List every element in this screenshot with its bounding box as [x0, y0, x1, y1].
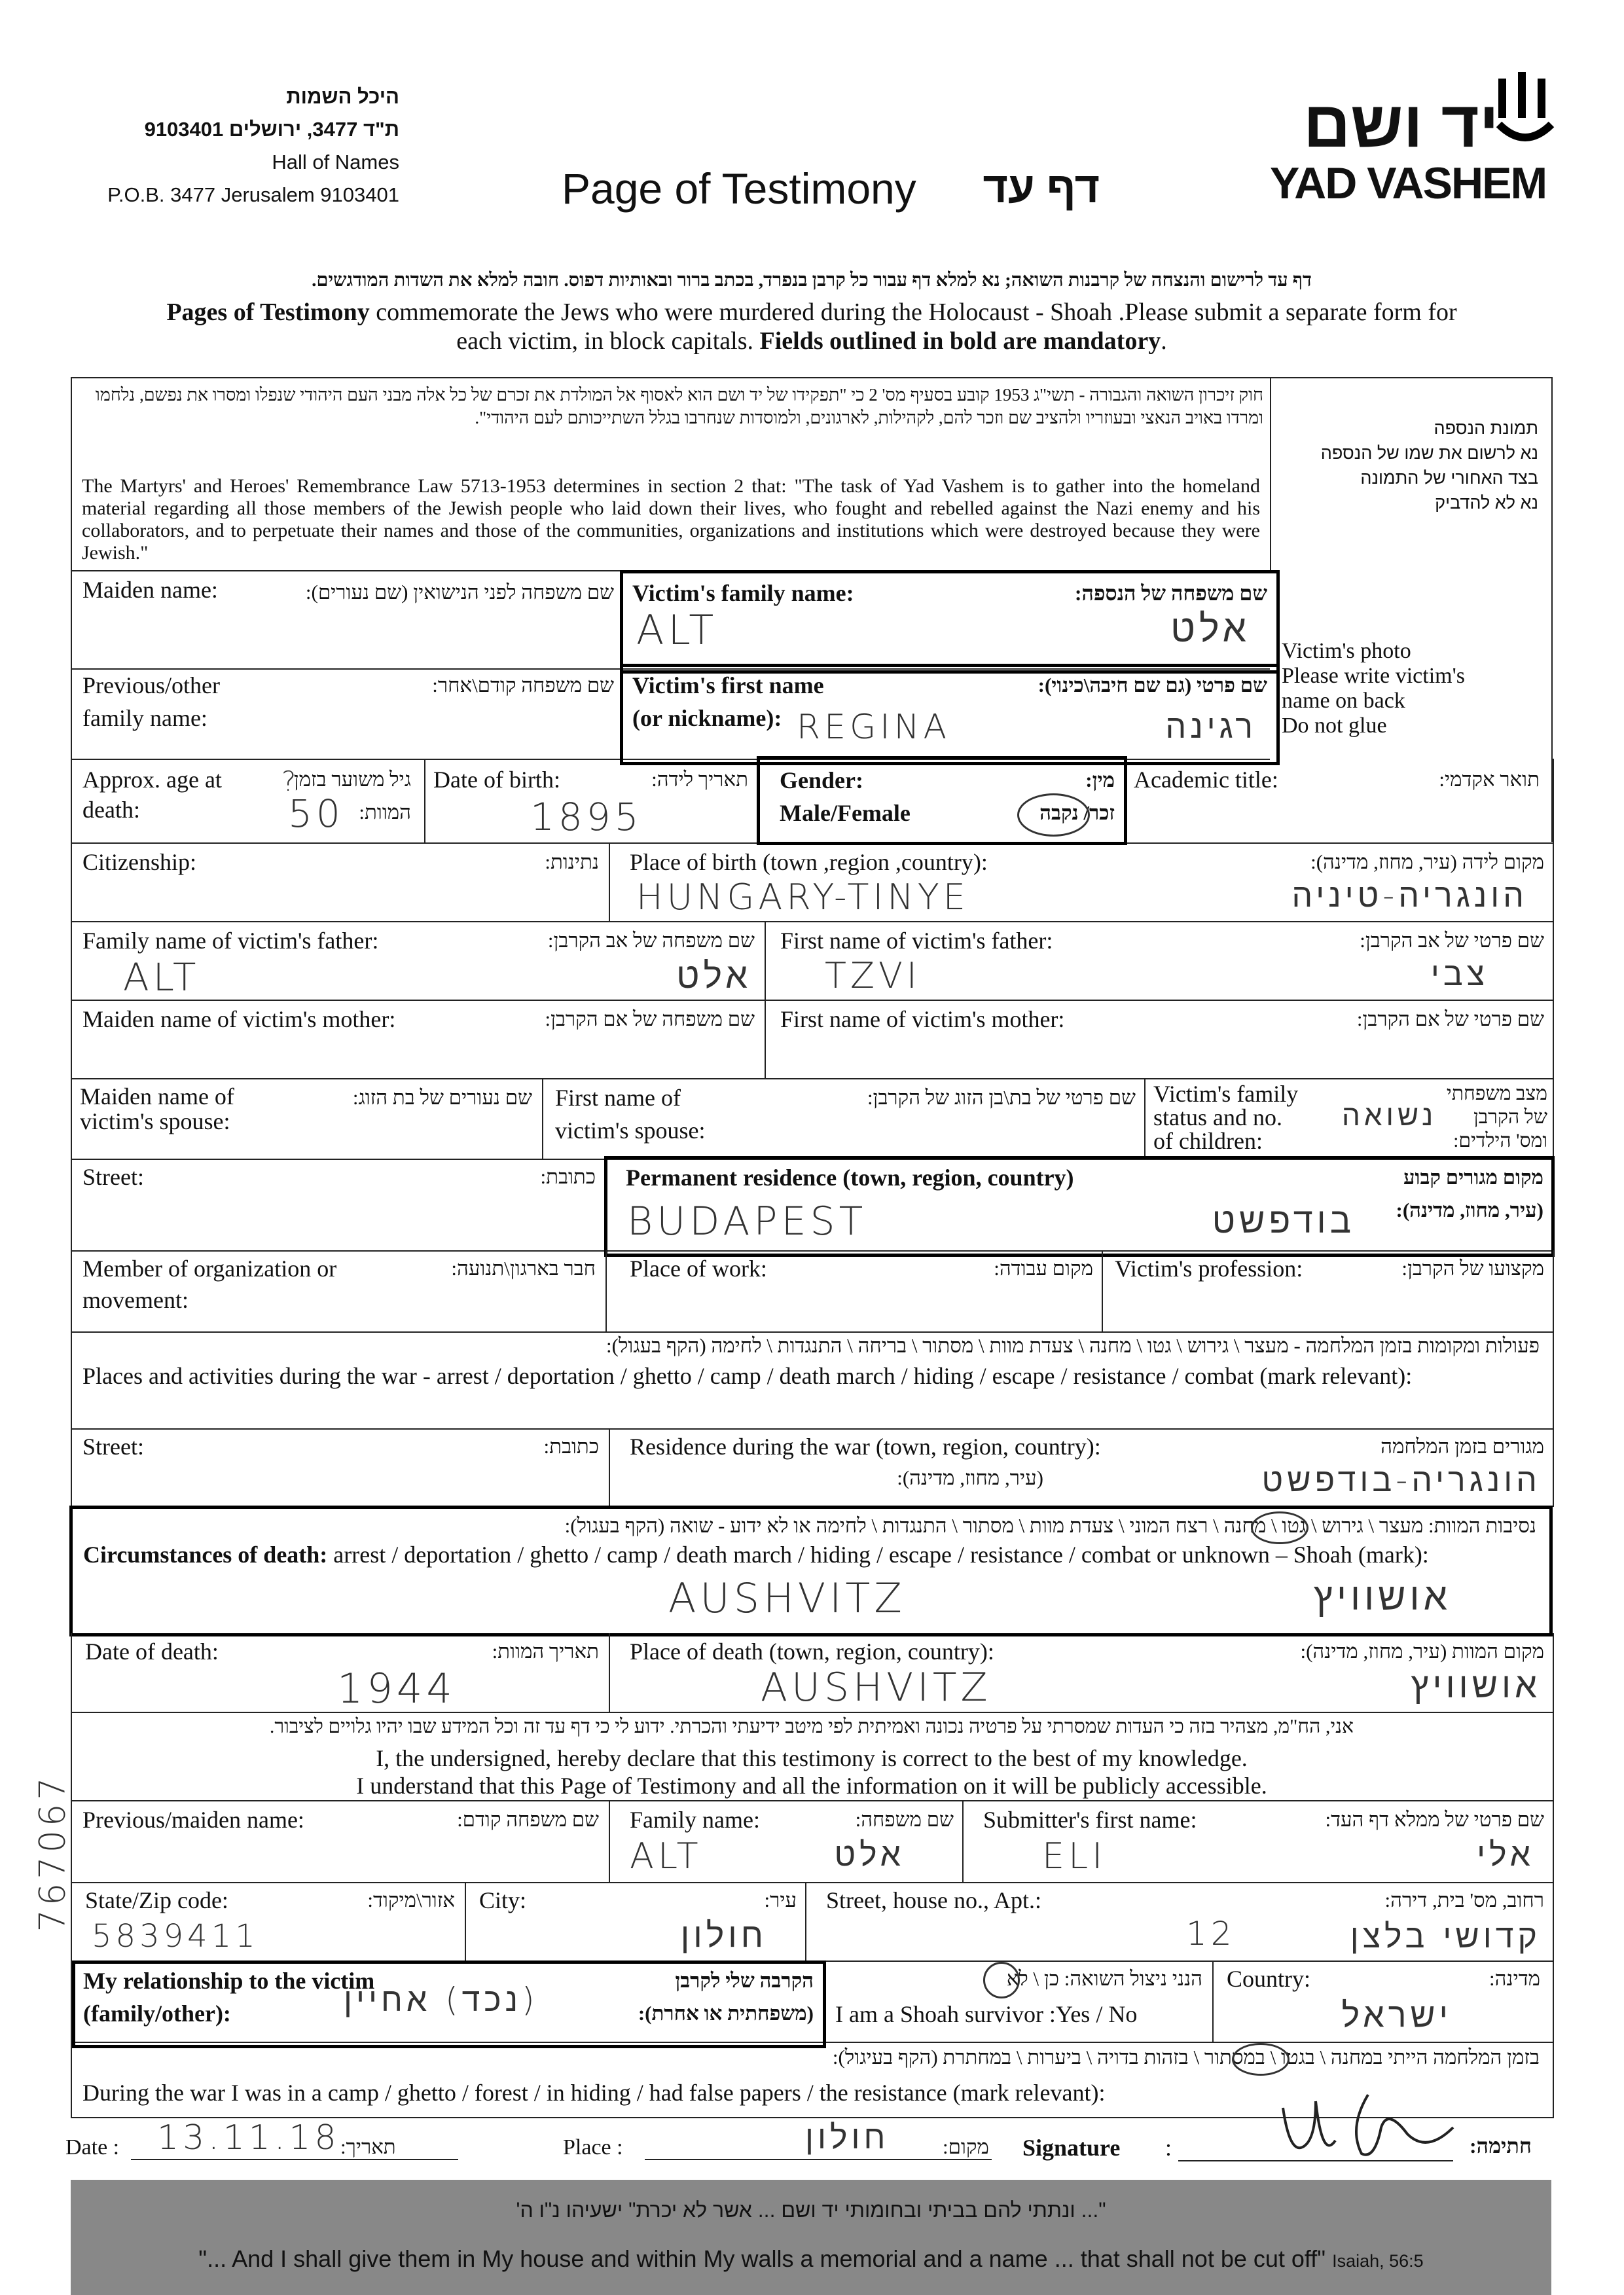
place-of-birth-value: HUNGARY-TINYE	[636, 876, 969, 918]
photo-en-3: name on back	[1282, 689, 1405, 713]
city-value-he: חולון	[680, 1916, 767, 1955]
family-status-label-2: status and no.	[1153, 1104, 1282, 1130]
spouse-maiden-name-label-2: victim's spouse:	[80, 1108, 230, 1134]
previous-name-cell[interactable]	[72, 667, 624, 759]
signature-label: Signature	[1022, 2135, 1121, 2161]
relationship-field[interactable]	[72, 1961, 826, 2048]
age-cell[interactable]	[72, 759, 424, 842]
submitter-family-name-value: ALT	[630, 1835, 702, 1877]
organization-label-he: חבר בארגון\תנועה:	[451, 1257, 596, 1280]
victim-family-name-label-he: שם משפחה של הנספה:	[1074, 581, 1267, 605]
country-cell[interactable]	[1212, 1961, 1550, 2042]
age-label-he-2: המוות:	[359, 801, 411, 823]
relationship-label-he-1: הקרבה שלי לקרבן	[675, 1969, 814, 1992]
maiden-name-label-he: שם משפחה לפני הנישואין (שם נעורים):	[305, 581, 614, 604]
zip-label: State/Zip code:	[85, 1887, 228, 1913]
activities-label-he: פעולות ומקומות בזמן המלחמה - מעצר \ גירוש \ גטו \ מחנה \ צעדת מוות \ מסתור \ בריחה \ התנגדות \ לחימה (הקף בעגול):	[606, 1334, 1540, 1357]
submitter-family-name-label: Family name:	[630, 1807, 760, 1833]
place-of-death-value-he: אושוויץ	[1411, 1665, 1541, 1706]
footer-quote-ref: Isaiah, 56:5	[1332, 2251, 1424, 2271]
date-of-death-label: Date of death:	[85, 1638, 219, 1665]
profession-cell[interactable]	[1102, 1250, 1554, 1331]
date-label-he: תאריך:	[340, 2135, 396, 2158]
father-family-name-cell[interactable]	[72, 921, 765, 1000]
victim-first-name-label-2: (or nickname):	[632, 705, 782, 731]
permanent-residence-value-he: בודפשט	[1212, 1200, 1355, 1241]
place-of-work-label-he: מקום עבודה:	[994, 1257, 1093, 1280]
previous-name-label-1: Previous/other	[82, 672, 220, 698]
place-of-birth-label: Place of birth (town ,region ,country):	[630, 849, 988, 875]
circumstances-value-he: אושוויץ	[1313, 1574, 1451, 1619]
academic-title-label-he: תואר אקדמי:	[1439, 768, 1540, 791]
academic-title-cell[interactable]	[1121, 759, 1553, 842]
hall-address-he-2: ת"ד 3477, ירושלים 9103401	[144, 118, 399, 141]
place-of-work-cell[interactable]	[605, 1250, 1103, 1331]
footer-band	[71, 2180, 1551, 2295]
gender-label-2: Male/Female	[780, 800, 911, 826]
dob-label: Date of birth:	[433, 767, 560, 793]
country-value-he: ישראל	[1341, 1996, 1452, 2035]
law-block	[71, 377, 1271, 570]
city-label: City:	[479, 1887, 527, 1913]
place-of-death-cell[interactable]	[609, 1633, 1554, 1712]
submitter-first-name-label: Submitter's first name:	[983, 1807, 1197, 1833]
war-street-cell[interactable]	[72, 1428, 609, 1506]
spouse-first-name-label-1: First name of	[555, 1085, 681, 1111]
victim-first-name-value-he: רגינה	[1165, 708, 1257, 746]
row-declaration	[71, 1712, 1554, 1801]
victim-first-name-value: REGINA	[797, 708, 951, 747]
father-family-name-label: Family name of victim's father:	[82, 928, 379, 954]
place-of-work-label: Place of work:	[630, 1256, 767, 1282]
war-street-label: Street:	[82, 1434, 144, 1460]
survivor-cell[interactable]	[820, 1961, 1214, 2042]
submitter-first-name-cell[interactable]	[962, 1800, 1554, 1882]
photo-en-2: Please write victim's	[1282, 664, 1465, 688]
signature-label-he: חתימה:	[1470, 2134, 1532, 2158]
intro-en-end: .	[1161, 327, 1167, 355]
city-cell[interactable]	[465, 1882, 806, 1961]
victim-family-name-field[interactable]	[620, 570, 1280, 674]
declaration-en-1: I, the undersigned, hereby declare that this testimony is correct to the best of my knowledge.	[376, 1745, 1248, 1771]
row-father	[71, 921, 1554, 1001]
circle-yes	[983, 1962, 1020, 1998]
row-organization	[71, 1250, 1554, 1333]
victim-first-name-field[interactable]	[620, 664, 1280, 765]
footer-quote-he: "... ונתתי להם בביתי ובחומותי יד ושם ... אשר לא יכרת" ישעיהו נ"ו ה'	[516, 2198, 1106, 2222]
father-first-name-value: TZVI	[825, 955, 921, 996]
relationship-value: (נכד) אחיין	[344, 1981, 539, 2019]
circumstances-label-rest: arrest / deportation / ghetto / camp / death march / hiding / escape / resistance / combat or unknown – Shoah (mark):	[327, 1542, 1429, 1568]
street-label: Street:	[82, 1164, 144, 1190]
place-of-birth-cell[interactable]	[609, 842, 1554, 921]
submitter-street-value: 12	[1186, 1915, 1236, 1953]
dob-cell[interactable]	[424, 759, 758, 842]
submitter-street-cell[interactable]	[805, 1882, 1554, 1961]
place-line	[645, 2159, 992, 2160]
photo-he-2: נא לרשום את שמו של הנספה	[1320, 443, 1538, 463]
declaration-he: אני, הח"מ, מצהיר בזה כי העדות שמסרתי על פרטיה נכונה ואמיתית לפי מיטב ידיעתי והכרתי. ידוע לי כי דף עד זה וכל המידע שבו יהיו גלויים לציבור.	[269, 1716, 1354, 1737]
mother-first-name-label: First name of victim's mother:	[780, 1006, 1065, 1032]
place-of-death-value: AUSHVITZ	[761, 1665, 992, 1710]
survivor-label-he: הנני ניצול השואה: כן \ לא	[1006, 1967, 1202, 1990]
organization-label-2: movement:	[82, 1287, 189, 1313]
photo-he-1: תמונת הנספה	[1434, 418, 1538, 438]
permanent-residence-field[interactable]	[604, 1156, 1555, 1257]
war-residence-value-he: הונגריה-בודפשט	[1261, 1461, 1541, 1499]
citizenship-cell[interactable]	[72, 842, 609, 921]
law-en: The Martyrs' and Heroes' Remembrance Law 5713-1953 determines in section 2 that: "The task of Yad Vashem is to gather into the homeland material regarding all those members of the Jewish people who laid down their lives, who fought and rebelled against the Nazi enemy and his collaborators, and to perpetuate their names and those of the communities, organizations and institutions which were destroyed because they were Jewish."	[82, 475, 1260, 564]
family-status-label-he-2: של הקרבן	[1473, 1106, 1547, 1128]
intro-en	[65, 298, 1558, 355]
street-cell[interactable]	[72, 1157, 605, 1250]
submitter-first-name-value: ELI	[1042, 1835, 1107, 1877]
mother-maiden-name-label-he: שם משפחה של אם הקרבן:	[545, 1007, 755, 1030]
relationship-label-2: (family/other):	[83, 2000, 231, 2027]
submitter-first-name-value-he: אלי	[1477, 1835, 1534, 1873]
father-family-name-label-he: שם משפחה של אב הקרבן:	[547, 929, 755, 952]
row-age	[71, 759, 1554, 844]
submitter-family-name-value-he: אלט	[834, 1835, 905, 1873]
zip-label-he: אזור\מיקוד:	[367, 1888, 455, 1911]
family-status-label-1: Victim's family	[1153, 1081, 1299, 1107]
row-death	[71, 1633, 1554, 1713]
page-title-he: דף עד	[983, 163, 1100, 211]
row-citizenship	[71, 842, 1554, 922]
spouse-maiden-name-cell[interactable]	[72, 1079, 542, 1159]
relationship-label-1: My relationship to the victim	[83, 1968, 375, 1994]
law-he: חוק זיכרון השואה והגבורה - תשי"ג 1953 קובע בסעיף מס' 2 כי "תפקידו של יד ושם הוא לאסוף אל המולדת את זכרם של כל אלה מבני העם היהודי שנפלו ומסרו את נפשם, נלחמו ומרדו באויב הנאצי ובעוזריו ולהציב שם וזכר להם, לקהילות, לארגונים, ולמוסדות שנחרבו בגלל השתייכותם לעם היהודי".	[95, 385, 1263, 427]
family-status-cell[interactable]	[1144, 1079, 1554, 1159]
submitter-street-value-he: קדושי בלצן	[1350, 1917, 1541, 1955]
photo-he-3: בצד האחורי של התמונה	[1360, 468, 1538, 488]
father-family-name-value-he: אלט	[676, 955, 751, 996]
camp-label-he: בזמן המלחמה הייתי במחנה \ בגטו \ במסתור \ בזהות בדויה \ ביערות \ במחתרת (הקף בעיגול):	[832, 2046, 1540, 2069]
age-question: ?	[281, 765, 300, 797]
age-label-2: death:	[82, 797, 140, 823]
place-label: Place :	[563, 2135, 623, 2159]
circumstances-of-death-field[interactable]	[69, 1506, 1553, 1636]
victim-first-name-label-1: Victim's first name	[632, 672, 824, 698]
war-residence-cell[interactable]	[609, 1428, 1554, 1506]
age-label-1: Approx. age at	[82, 767, 222, 793]
victim-first-name-label-he: שם פרטי (גם שם חיבה\כינוי):	[1038, 674, 1267, 696]
mother-first-name-cell[interactable]	[765, 1000, 1554, 1078]
date-of-death-label-he: תאריך המוות:	[492, 1640, 599, 1663]
family-status-value: נשואה	[1342, 1099, 1437, 1132]
spouse-first-name-label-he: שם פרטי של בת\בן הזוג של הקרבן:	[867, 1086, 1136, 1109]
submitter-prev-name-label-he: שם משפחה קודם:	[457, 1808, 599, 1831]
country-label-he: מדינה:	[1489, 1967, 1540, 1990]
war-residence-label-he-1: מגורים בזמן המלחמה	[1380, 1435, 1544, 1458]
place-label-he: מקום:	[943, 2135, 989, 2158]
dob-value: 1895	[530, 795, 643, 839]
place-of-birth-label-he: מקום לידה (עיר, מחוז, מדינה):	[1310, 850, 1544, 873]
circle-ghetto	[1232, 2043, 1290, 2076]
intro-en-mandatory: Fields outlined in bold are mandatory	[759, 327, 1161, 355]
submitter-family-name-cell[interactable]	[609, 1800, 964, 1882]
submitter-prev-name-cell[interactable]	[72, 1800, 609, 1882]
footer-quote-en	[71, 2245, 1551, 2273]
hall-address-en-1: Hall of Names	[272, 151, 399, 173]
row-activities[interactable]	[71, 1331, 1554, 1430]
circumstances-label	[83, 1542, 1543, 1568]
spouse-first-name-label-2: victim's spouse:	[555, 1117, 706, 1144]
zip-value: 5839411	[92, 1918, 259, 1955]
submitter-family-name-label-he: שם משפחה:	[855, 1808, 954, 1831]
date-line	[131, 2159, 458, 2160]
declaration-en-2: I understand that this Page of Testimony and all the information on it will be publicly accessible.	[356, 1773, 1267, 1799]
victim-family-name-value-he: אלט	[1170, 606, 1250, 651]
organization-cell[interactable]	[72, 1250, 605, 1331]
gender-female-circle	[1017, 793, 1090, 837]
war-residence-label-he-2: (עיר, מחוז, מדינה):	[897, 1466, 1043, 1489]
gender-label-he-2: זכר/ נקבה	[1039, 801, 1115, 824]
place-of-death-label-he: מקום המוות (עיר, מחוז, מדינה):	[1300, 1640, 1544, 1663]
city-label-he: עיר:	[764, 1888, 797, 1911]
signature-scribble-icon[interactable]	[1276, 2088, 1460, 2167]
dob-label-he: תאריך לידה:	[651, 768, 748, 791]
camp-label: During the war I was in a camp / ghetto / forest / in hiding / had false papers / the resistance (mark relevant):	[82, 2080, 1106, 2106]
row-war-residence	[71, 1428, 1554, 1507]
father-first-name-label: First name of victim's father:	[780, 928, 1053, 954]
signature-colon: :	[1165, 2135, 1172, 2161]
father-first-name-value-he: צבי	[1430, 955, 1489, 993]
war-residence-label: Residence during the war (town, region, country):	[630, 1434, 1101, 1460]
war-street-label-he: כתובת:	[543, 1435, 599, 1458]
submitter-street-label: Street, house no., Apt.:	[826, 1887, 1041, 1913]
hall-address-he-1: היכל השמות	[286, 85, 399, 108]
previous-name-label-he: שם משפחה קודם\אחר:	[432, 674, 614, 696]
maiden-name-cell[interactable]	[72, 571, 624, 668]
yad-vashem-logo	[1270, 65, 1558, 216]
permanent-residence-label: Permanent residence (town, region, country)	[626, 1165, 1074, 1191]
relationship-label-he-2: (משפחתית או אחרת):	[638, 2002, 814, 2025]
row-submitter-address	[71, 1882, 1554, 1962]
permanent-residence-label-he-1: מקום מגורים קבוע	[1403, 1166, 1543, 1189]
intro-he: דף עד לרישום והנצחה של קרבנות השואה; נא למלא דף עבור כל קרבן בנפרד, בכתב ברור ובאותיות דפוס. חובה למלא את השדות המודגשים.	[312, 270, 1312, 291]
maiden-name-label: Maiden name:	[82, 577, 218, 603]
profession-label: Victim's profession:	[1115, 1256, 1303, 1282]
gender-field[interactable]	[757, 756, 1127, 845]
father-first-name-cell[interactable]	[765, 921, 1554, 1000]
age-label-he-1: גיל משוער בזמן	[293, 768, 411, 791]
row-submitter-name	[71, 1800, 1554, 1883]
submitter-street-label-he: רחוב, מס' בית, דירה:	[1384, 1888, 1544, 1911]
page-title-en: Page of Testimony	[562, 164, 916, 213]
permanent-residence-label-he-2: (עיר, מחוז, מדינה):	[1396, 1199, 1543, 1221]
row-spouse	[71, 1078, 1554, 1160]
spouse-maiden-name-label-he: שם נעורים של בת הזוג:	[352, 1086, 532, 1109]
logo-he: יד ושם	[1303, 88, 1499, 161]
citizenship-label-he: נתינות:	[545, 850, 599, 873]
intro-en-1: commemorate the Jews who were murdered during the Holocaust - Shoah .Please submit a separate form for	[369, 298, 1457, 326]
circle-camp	[1251, 1511, 1308, 1544]
citizenship-label: Citizenship:	[82, 849, 196, 875]
mother-first-name-label-he: שם פרטי של אם הקרבן:	[1356, 1007, 1544, 1030]
mother-maiden-name-cell[interactable]	[72, 1000, 765, 1078]
intro-en-2: each victim, in block capitals.	[456, 327, 760, 355]
date-label: Date :	[65, 2135, 120, 2159]
father-first-name-label-he: שם פרטי של אב הקרבן:	[1360, 929, 1544, 952]
photo-he-4: נא לא להדביק	[1435, 493, 1538, 513]
row-mother	[71, 1000, 1554, 1079]
spouse-maiden-name-label-1: Maiden name of	[80, 1083, 234, 1110]
circumstances-label-bold: Circumstances of death:	[83, 1542, 328, 1568]
zip-cell[interactable]	[72, 1882, 465, 1961]
previous-name-label-2: family name:	[82, 705, 208, 731]
circumstances-value: AUSHVITZ	[668, 1574, 906, 1622]
photo-en-1: Victim's photo	[1282, 639, 1411, 663]
family-status-label-he-3: ומס' הילדים:	[1453, 1130, 1547, 1151]
survivor-label: I am a Shoah survivor :Yes / No	[835, 2001, 1138, 2027]
date-of-death-cell[interactable]	[72, 1633, 609, 1712]
intro-en-bold: Pages of Testimony	[166, 298, 370, 326]
side-note: 767067	[31, 1773, 73, 1932]
photo-en-4: Do not glue	[1282, 714, 1387, 738]
place-of-birth-value-he: הונגריה-טיניה	[1291, 876, 1528, 914]
place-of-death-label: Place of death (town, region, country):	[630, 1638, 994, 1665]
activities-label: Places and activities during the war - arrest / deportation / ghetto / camp / death march / hiding / escape / resistance / combat (mark relevant):	[82, 1363, 1413, 1389]
age-value: 50	[288, 791, 344, 836]
family-status-label-3: of children:	[1153, 1128, 1263, 1154]
academic-title-label: Academic title:	[1134, 767, 1278, 793]
victim-family-name-value: ALT	[636, 606, 718, 654]
father-family-name-value: ALT	[123, 955, 200, 1000]
spouse-first-name-cell[interactable]	[542, 1079, 1146, 1159]
place-value-he[interactable]: חולון	[805, 2118, 890, 2156]
submitter-first-name-label-he: שם פרטי של ממלא דף העד:	[1325, 1808, 1544, 1831]
mother-maiden-name-label: Maiden name of victim's mother:	[82, 1006, 396, 1032]
country-label: Country:	[1227, 1966, 1311, 1992]
organization-label-1: Member of organization or	[82, 1256, 337, 1282]
submitter-prev-name-label: Previous/maiden name:	[82, 1807, 304, 1833]
gender-label-1: Gender:	[780, 767, 863, 793]
footer-quote-en-text: "... And I shall give them in My house and within My walls a memorial and a name ... that shall not be cut off"	[198, 2245, 1326, 2272]
date-of-death-value: 1944	[337, 1665, 456, 1712]
logo-en: YAD VASHEM	[1270, 158, 1547, 208]
circumstances-label-he: נסיבות המוות: מעצר \ גירוש \ גטו \ מחנה \ רצח המוני \ צעדת מוות \ מסתור \ התנגדות \ לחימה או לא ידוע - שואה (הקף בעגול):	[564, 1514, 1536, 1537]
profession-label-he: מקצועו של הקרבן:	[1401, 1257, 1544, 1280]
family-status-label-he-1: מצב משפחתי	[1446, 1083, 1547, 1104]
gender-label-he-1: מין:	[1085, 768, 1115, 791]
logo-flame-icon	[1492, 65, 1558, 164]
date-value[interactable]: 13.11.18	[157, 2118, 340, 2158]
victim-family-name-label: Victim's family name:	[632, 580, 854, 606]
permanent-residence-value: BUDAPEST	[627, 1199, 867, 1244]
hall-address-en-2: P.O.B. 3477 Jerusalem 9103401	[107, 183, 399, 206]
street-label-he: כתובת:	[540, 1165, 596, 1188]
